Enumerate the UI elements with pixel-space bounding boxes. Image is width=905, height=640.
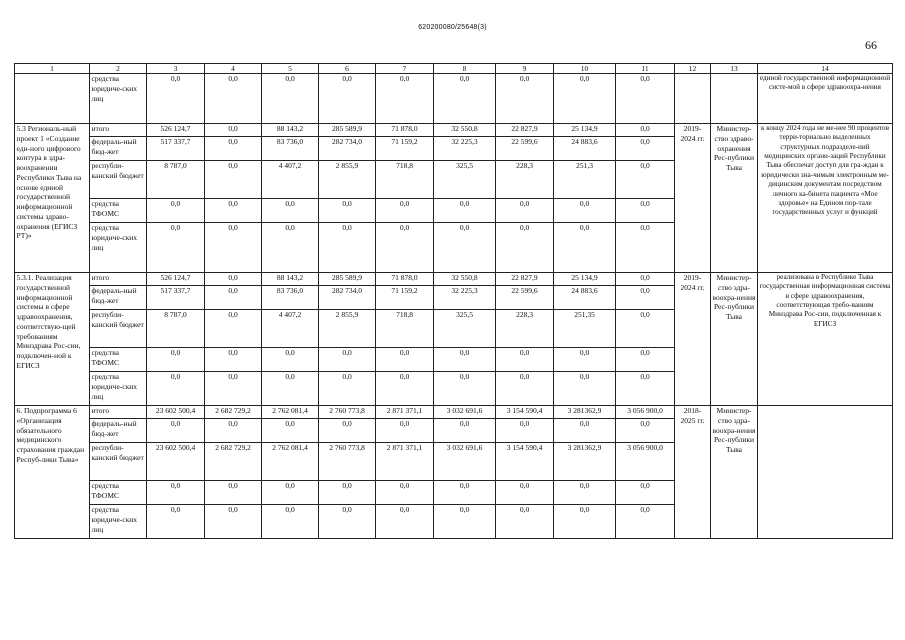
column-header: 13 [711,64,758,74]
value-cell: 0,0 [434,419,496,443]
value-cell: 0,0 [616,419,675,443]
period-cell: 2019-2024 гг. [675,124,711,273]
value-cell: 32 550,8 [434,124,496,137]
funding-source: федераль-ный бюд-жет [90,286,147,310]
value-cell: 0,0 [262,505,319,539]
program-name: 6. Подпрограмма 6 «Организация обязательного медицинского страхования граждан Респуб-лики Тыва» [15,406,90,539]
funding-source: средства юридиче-ских лиц [90,505,147,539]
value-cell: 0,0 [554,505,616,539]
program-name: 5.3.1. Реализация государственной информационной системы в сфере здравоохранения, соответствую-щей требованиям Минздрава Рос-сии, подключен-ной к ЕГИСЗ [15,273,90,406]
funding-source: федераль-ный бюд-жет [90,137,147,161]
responsible-cell [711,74,758,124]
value-cell: 0,0 [616,505,675,539]
value-cell: 0,0 [205,286,262,310]
period-cell: 2018-2025 гг. [675,406,711,539]
value-cell: 0,0 [319,419,376,443]
table-row [15,74,893,124]
responsible-cell: Министер-ство здраво-охранения Рес-публики Тыва [711,124,758,273]
value-cell: 718,8 [376,161,434,199]
value-cell: 0,0 [554,372,616,406]
value-cell: 0,0 [496,199,554,223]
value-cell: 2 871 371,1 [376,406,434,419]
value-cell: 0,0 [205,223,262,273]
value-cell: 32 550,8 [434,273,496,286]
value-cell: 22 827,9 [496,124,554,137]
value-cell: 0,0 [616,310,675,348]
value-cell: 0,0 [496,481,554,505]
result-cell: реализована в Республике Тыва государственная информационная система в сфере здравоохранения, соответствующая требо-ваниям Минздрава Рос-сии, подключенная к ЕГИСЗ [758,273,893,406]
responsible-cell: Министер-ство здра-воохра-нения Рес-публики Тыва [711,273,758,406]
value-cell: 71 878,0 [376,124,434,137]
funding-source: итого [90,406,147,419]
column-header: 4 [205,64,262,74]
value-cell: 88 143,2 [262,273,319,286]
value-cell: 25 134,9 [554,124,616,137]
value-cell: 3 281362,9 [554,406,616,419]
value-cell: 0,0 [496,74,554,124]
value-cell: 0,0 [205,419,262,443]
value-cell: 325,5 [434,310,496,348]
value-cell: 0,0 [616,481,675,505]
value-cell: 0,0 [376,372,434,406]
value-cell: 0,0 [496,505,554,539]
value-cell: 0,0 [319,74,376,124]
column-header: 10 [554,64,616,74]
value-cell: 0,0 [616,223,675,273]
value-cell: 3 032 691,6 [434,443,496,481]
funding-source: средства юридиче-ских лиц [90,74,147,124]
funding-source: итого [90,124,147,137]
value-cell: 0,0 [434,348,496,372]
value-cell: 25 134,9 [554,273,616,286]
column-header: 11 [616,64,675,74]
value-cell: 0,0 [205,161,262,199]
value-cell: 22 599,6 [496,137,554,161]
funding-source: средства юридиче-ских лиц [90,223,147,273]
value-cell: 0,0 [496,372,554,406]
value-cell: 0,0 [147,481,205,505]
value-cell: 526 124,7 [147,273,205,286]
value-cell: 285 589,9 [319,273,376,286]
value-cell: 71 159,2 [376,137,434,161]
value-cell: 0,0 [262,481,319,505]
value-cell: 0,0 [205,348,262,372]
column-header: 14 [758,64,893,74]
value-cell: 0,0 [262,223,319,273]
value-cell: 0,0 [616,372,675,406]
funding-source: республи-канский бюджет [90,161,147,199]
value-cell: 517 337,7 [147,137,205,161]
value-cell: 0,0 [205,273,262,286]
column-header: 8 [434,64,496,74]
funding-source: средства ТФОМС [90,348,147,372]
result-cell: единой государственной информационной систе-мой в сфере здравоохра-нения [758,74,893,124]
table-row [15,124,893,137]
value-cell: 228,3 [496,310,554,348]
program-name-cell [15,74,90,124]
value-cell: 0,0 [205,310,262,348]
value-cell: 32 225,3 [434,137,496,161]
column-header: 9 [496,64,554,74]
value-cell: 0,0 [205,137,262,161]
value-cell: 0,0 [434,199,496,223]
program-table [14,63,893,539]
value-cell: 0,0 [147,199,205,223]
column-number-row [15,64,893,74]
value-cell: 0,0 [434,481,496,505]
value-cell: 0,0 [434,505,496,539]
value-cell: 71 878,0 [376,273,434,286]
responsible-cell: Министер-ство здра-воохра-нения Рес-публики Тыва [711,406,758,539]
funding-source: средства юридиче-ских лиц [90,372,147,406]
table-body [15,64,893,539]
value-cell: 0,0 [262,348,319,372]
value-cell: 251,3 [554,161,616,199]
value-cell: 0,0 [434,74,496,124]
value-cell: 24 883,6 [554,137,616,161]
value-cell: 32 225,3 [434,286,496,310]
value-cell: 517 337,7 [147,286,205,310]
column-header: 7 [376,64,434,74]
value-cell: 0,0 [205,505,262,539]
funding-source: итого [90,273,147,286]
value-cell: 22 599,6 [496,286,554,310]
value-cell: 251,35 [554,310,616,348]
result-cell: к концу 2024 года не ме-нее 90 процентов терри-ториально выделенных структурных подразделе-ний медицинских органи-заций Республики Тыва обеспечат доступ для гра-ждан к юридически зна-чимым электронным ме-дицинским документам посредством личного ка-бинета пациента «Мое здоровье» на Едином пор-тале государственных услуг и функций [758,124,893,273]
value-cell: 2 871 371,1 [376,443,434,481]
value-cell: 0,0 [262,372,319,406]
value-cell: 282 734,0 [319,137,376,161]
value-cell: 228,3 [496,161,554,199]
value-cell: 0,0 [319,372,376,406]
value-cell: 0,0 [554,481,616,505]
funding-source: республи-канский бюджет [90,443,147,481]
period-cell [675,74,711,124]
column-header: 6 [319,64,376,74]
value-cell: 2 855,9 [319,161,376,199]
value-cell: 0,0 [262,419,319,443]
result-cell [758,406,893,539]
value-cell: 0,0 [147,223,205,273]
value-cell: 3 154 590,4 [496,406,554,419]
value-cell: 526 124,7 [147,124,205,137]
value-cell: 0,0 [616,199,675,223]
value-cell: 23 602 500,4 [147,406,205,419]
value-cell: 325,5 [434,161,496,199]
value-cell: 718,8 [376,310,434,348]
value-cell: 0,0 [376,481,434,505]
funding-source: федераль-ный бюд-жет [90,419,147,443]
value-cell: 0,0 [376,74,434,124]
value-cell: 0,0 [496,223,554,273]
value-cell: 0,0 [616,124,675,137]
value-cell: 0,0 [147,74,205,124]
value-cell: 0,0 [205,74,262,124]
value-cell: 0,0 [319,481,376,505]
value-cell: 3 056 900,0 [616,406,675,419]
value-cell: 0,0 [262,74,319,124]
value-cell: 3 281362,9 [554,443,616,481]
column-header: 2 [90,64,147,74]
value-cell: 0,0 [319,223,376,273]
value-cell: 0,0 [616,161,675,199]
value-cell: 3 032 691,6 [434,406,496,419]
value-cell: 8 787,0 [147,161,205,199]
value-cell: 4 407,2 [262,161,319,199]
value-cell: 83 736,0 [262,286,319,310]
value-cell: 2 760 773,8 [319,443,376,481]
value-cell: 0,0 [376,419,434,443]
column-header: 5 [262,64,319,74]
value-cell: 0,0 [616,74,675,124]
value-cell: 0,0 [205,124,262,137]
value-cell: 4 407,2 [262,310,319,348]
value-cell: 0,0 [376,348,434,372]
column-header: 3 [147,64,205,74]
value-cell: 0,0 [376,223,434,273]
value-cell: 0,0 [616,137,675,161]
value-cell: 0,0 [554,74,616,124]
document-code: 620200080/25648(3) [418,24,487,31]
value-cell: 285 589,9 [319,124,376,137]
value-cell: 2 760 773,8 [319,406,376,419]
value-cell: 2 762 081,4 [262,443,319,481]
value-cell: 88 143,2 [262,124,319,137]
value-cell: 0,0 [319,505,376,539]
funding-source: республи-канский бюджет [90,310,147,348]
program-name: 5.3 Региональ-ный проект 1 «Создание еди-ного цифрового контура в здра-воохранении Республики Тыва на основе единой государственной информационной системы здраво-охранения (ЕГИСЗ РТ)» [15,124,90,273]
value-cell: 0,0 [496,348,554,372]
value-cell: 2 762 081,4 [262,406,319,419]
value-cell: 0,0 [434,372,496,406]
value-cell: 2 855,9 [319,310,376,348]
value-cell: 0,0 [147,348,205,372]
value-cell: 0,0 [496,419,554,443]
value-cell: 0,0 [616,286,675,310]
value-cell: 0,0 [205,372,262,406]
value-cell: 0,0 [262,199,319,223]
funding-source: средства ТФОМС [90,481,147,505]
value-cell: 8 787,0 [147,310,205,348]
value-cell: 0,0 [554,419,616,443]
value-cell: 0,0 [376,505,434,539]
table-row [15,273,893,286]
value-cell: 0,0 [554,348,616,372]
value-cell: 2 682 729,2 [205,406,262,419]
page-number: 66 [865,38,877,52]
value-cell: 23 602 500,4 [147,443,205,481]
value-cell: 83 736,0 [262,137,319,161]
value-cell: 0,0 [205,481,262,505]
column-header: 1 [15,64,90,74]
value-cell: 71 159,2 [376,286,434,310]
value-cell: 0,0 [319,199,376,223]
value-cell: 0,0 [554,223,616,273]
value-cell: 0,0 [616,273,675,286]
period-cell: 2019-2024 гг. [675,273,711,406]
value-cell: 0,0 [616,348,675,372]
value-cell: 3 154 590,4 [496,443,554,481]
value-cell: 0,0 [205,199,262,223]
value-cell: 0,0 [434,223,496,273]
value-cell: 3 056 900,0 [616,443,675,481]
value-cell: 0,0 [319,348,376,372]
value-cell: 0,0 [554,199,616,223]
value-cell: 282 734,0 [319,286,376,310]
value-cell: 2 682 729,2 [205,443,262,481]
value-cell: 0,0 [147,505,205,539]
value-cell: 0,0 [376,199,434,223]
funding-source: средства ТФОМС [90,199,147,223]
value-cell: 22 827,9 [496,273,554,286]
table-row [15,406,893,419]
value-cell: 0,0 [147,372,205,406]
value-cell: 0,0 [147,419,205,443]
column-header: 12 [675,64,711,74]
value-cell: 24 883,6 [554,286,616,310]
